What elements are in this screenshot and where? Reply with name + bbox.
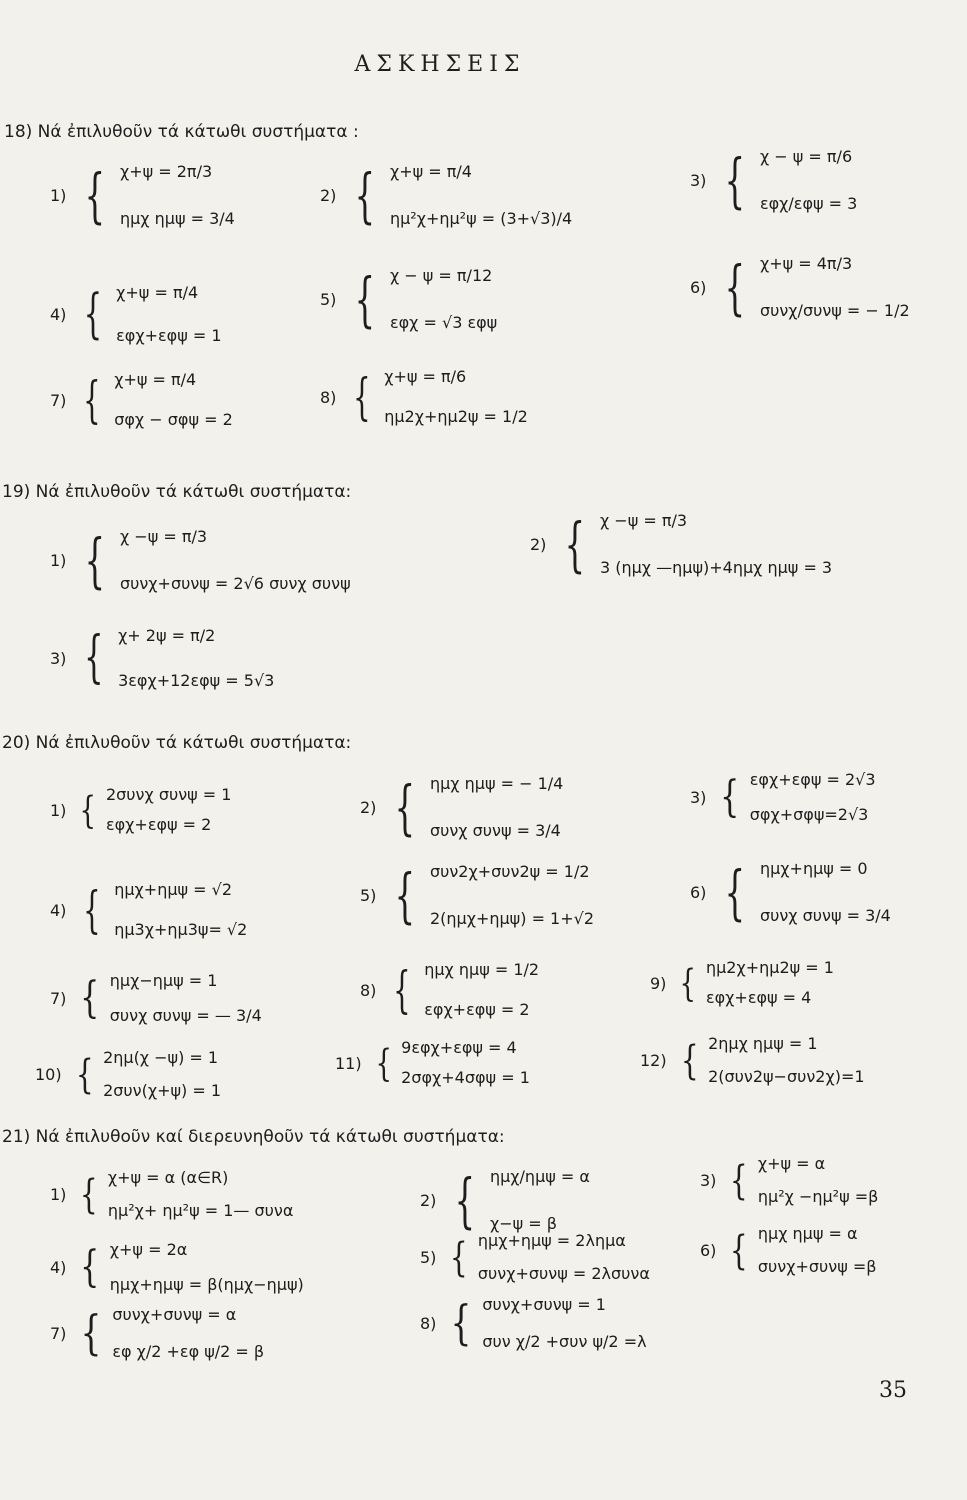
equation-system bbox=[700, 1218, 876, 1283]
equation: ημχ ημψ = 3/4 bbox=[119, 209, 235, 229]
system-number: 7) bbox=[50, 988, 67, 1008]
equation: συνχ συνψ = 3/4 bbox=[759, 906, 891, 926]
system-number: 6) bbox=[690, 278, 707, 297]
system-number: 3) bbox=[690, 171, 707, 190]
equation: συνχ/συνψ = − 1/2 bbox=[759, 301, 910, 321]
section-heading: 18) Νά ἐπιλυθοῦν τά κάτωθι συστήματα : bbox=[4, 122, 359, 142]
system-number: 10) bbox=[35, 1065, 62, 1084]
equation-system bbox=[690, 133, 857, 228]
page-number: 35 bbox=[879, 1378, 907, 1403]
equation: συν2χ+συν2ψ = 1/2 bbox=[429, 861, 590, 881]
equation: χ+ψ = α (α∈R) bbox=[107, 1168, 229, 1188]
equation: χ+ψ = 4π/3 bbox=[759, 253, 853, 273]
brace-icon: { bbox=[394, 773, 416, 842]
system-number: 5) bbox=[320, 290, 337, 309]
system-number: 7) bbox=[50, 1324, 67, 1343]
system-number: 2) bbox=[320, 186, 337, 205]
equation-system bbox=[650, 953, 834, 1013]
equation: ημ3χ+ημ3ψ= √2 bbox=[114, 920, 248, 939]
system-number: 6) bbox=[700, 1241, 717, 1260]
equation: συνχ+συνψ = 1 bbox=[482, 1294, 606, 1314]
brace-icon: { bbox=[724, 858, 746, 927]
section-heading: 21) Νά ἐπιλυθοῦν καί διερευνηθοῦν τά κάτωθι συστήματα: bbox=[2, 1127, 505, 1147]
system-number: 1) bbox=[50, 1185, 67, 1204]
brace-icon: { bbox=[80, 972, 100, 1023]
brace-icon: { bbox=[353, 368, 372, 426]
brace-icon: { bbox=[84, 526, 106, 595]
equation-system bbox=[50, 870, 247, 950]
equation-system bbox=[50, 1162, 293, 1227]
section-heading: 20) Νά ἐπιλυθοῦν τά κάτωθι συστήματα: bbox=[2, 733, 352, 753]
brace-icon: { bbox=[394, 861, 416, 930]
equation: χ − ψ = π/6 bbox=[759, 146, 853, 166]
system-number: 6) bbox=[690, 883, 707, 902]
brace-icon: { bbox=[375, 1041, 392, 1085]
system-number: 1) bbox=[50, 551, 67, 570]
equation: εφχ+εφψ = 2√3 bbox=[749, 769, 876, 789]
equation-system bbox=[690, 845, 891, 940]
system-number: 4) bbox=[50, 900, 67, 920]
brace-icon: { bbox=[80, 1306, 102, 1361]
equation: 2σφχ+4σφψ = 1 bbox=[401, 1068, 530, 1087]
system-number: 3) bbox=[50, 648, 67, 668]
brace-icon: { bbox=[450, 1234, 469, 1281]
system-number: 2) bbox=[360, 798, 377, 817]
equation-system bbox=[420, 1286, 647, 1361]
equation: 2συν(χ+ψ) = 1 bbox=[103, 1080, 222, 1100]
equation: χ+ψ = α bbox=[757, 1154, 826, 1174]
equation-system bbox=[50, 613, 274, 703]
system-number: 8) bbox=[360, 980, 377, 1000]
equation-system bbox=[320, 148, 572, 243]
section-heading: 19) Νά ἐπιλυθοῦν τά κάτωθι συστήματα: bbox=[2, 482, 352, 502]
system-number: 12) bbox=[640, 1051, 667, 1070]
system-number: 4) bbox=[50, 305, 67, 324]
equation-system bbox=[360, 760, 563, 855]
equation: ημ2χ+ημ2ψ = 1/2 bbox=[384, 407, 528, 426]
brace-icon: { bbox=[679, 961, 697, 1005]
brace-icon: { bbox=[730, 1227, 749, 1274]
equation-system bbox=[320, 252, 497, 347]
brace-icon: { bbox=[724, 253, 746, 322]
equation: συνχ συνψ = — 3/4 bbox=[109, 1005, 262, 1025]
system-number: 11) bbox=[335, 1053, 362, 1073]
page-title: ΑΣΚΗΣΕΙΣ bbox=[354, 52, 526, 77]
system-number: 1) bbox=[50, 186, 67, 205]
brace-icon: { bbox=[564, 510, 586, 579]
equation-system bbox=[50, 1232, 304, 1302]
equation: ημ2χ+ημ2ψ = 1 bbox=[705, 958, 834, 977]
equation: χ −ψ = π/3 bbox=[119, 526, 208, 546]
equation: χ+ 2ψ = π/2 bbox=[118, 625, 216, 645]
equation: σφχ − σφψ = 2 bbox=[114, 410, 233, 429]
system-number: 3) bbox=[690, 787, 707, 807]
equation: ημ²χ+ ημ²ψ = 1— συνα bbox=[107, 1200, 294, 1220]
equation: 2συνχ συνψ = 1 bbox=[105, 785, 232, 804]
equation: χ+ψ = π/6 bbox=[384, 367, 467, 386]
brace-icon: { bbox=[724, 146, 746, 215]
equation: εφχ = √3 εφψ bbox=[389, 313, 498, 333]
brace-icon: { bbox=[84, 161, 106, 230]
equation: χ −ψ = π/3 bbox=[599, 510, 688, 530]
system-number: 5) bbox=[420, 1248, 437, 1267]
equation: ημχ+ημψ = 0 bbox=[759, 858, 868, 878]
equation: χ+ψ = π/4 bbox=[116, 283, 199, 303]
brace-icon: { bbox=[454, 1166, 476, 1235]
equation-system bbox=[335, 1033, 530, 1093]
equation: ημχ−ημψ = 1 bbox=[109, 970, 218, 990]
equation: χ+ψ = 2π/3 bbox=[119, 161, 213, 181]
equation-system bbox=[360, 848, 594, 943]
equation-system bbox=[640, 1028, 865, 1093]
equation-system bbox=[50, 148, 235, 243]
equation: εφχ+εφψ = 2 bbox=[105, 815, 212, 834]
system-number: 3) bbox=[700, 1171, 717, 1190]
equation: ημχ+ημψ = √2 bbox=[114, 880, 233, 899]
brace-icon: { bbox=[730, 1157, 749, 1204]
system-number: 7) bbox=[50, 390, 67, 410]
equation: χ+ψ = π/4 bbox=[114, 370, 197, 389]
equation: χ+ψ = π/4 bbox=[389, 161, 472, 181]
brace-icon: { bbox=[84, 625, 105, 690]
equation: ημχ ημψ = α bbox=[757, 1224, 858, 1244]
equation: ημχ ημψ = 1/2 bbox=[424, 960, 540, 979]
equation: ημχ ημψ = − 1/4 bbox=[429, 773, 564, 793]
brace-icon: { bbox=[75, 1051, 94, 1098]
equation: συνχ+συνψ =β bbox=[757, 1256, 877, 1276]
brace-icon: { bbox=[83, 371, 102, 429]
brace-icon: { bbox=[354, 265, 376, 334]
brace-icon: { bbox=[79, 788, 97, 832]
brace-icon: { bbox=[84, 284, 103, 345]
equation: εφχ+εφψ = 4 bbox=[705, 988, 812, 1007]
system-number: 8) bbox=[320, 387, 337, 407]
system-number: 1) bbox=[50, 800, 67, 820]
equation-system bbox=[700, 1148, 878, 1213]
equation: συνχ+συνψ = 2λσυνα bbox=[477, 1263, 650, 1283]
system-number: 2) bbox=[530, 535, 547, 554]
equation: συνχ+συνψ = 2√6 συνχ συνψ bbox=[119, 574, 351, 594]
equation-system bbox=[50, 963, 262, 1033]
equation-system bbox=[50, 513, 351, 608]
equation: 3εφχ+12εφψ = 5√3 bbox=[118, 670, 275, 690]
equation: 2ημ(χ −ψ) = 1 bbox=[103, 1048, 219, 1068]
equation-system bbox=[690, 240, 910, 335]
equation: 9εφχ+εφψ = 4 bbox=[401, 1038, 517, 1057]
equation-system bbox=[50, 780, 231, 840]
equation-system bbox=[530, 497, 832, 592]
system-number: 2) bbox=[420, 1191, 437, 1210]
equation: συνχ+συνψ = α bbox=[112, 1304, 237, 1324]
equation: ημχ+ημψ = 2λημα bbox=[477, 1231, 626, 1251]
equation: εφ χ/2 +εφ ψ/2 = β bbox=[112, 1342, 265, 1362]
system-number: 4) bbox=[50, 1257, 67, 1277]
equation: ημχ/ημψ = α bbox=[489, 1166, 590, 1186]
brace-icon: { bbox=[80, 1241, 100, 1292]
equation-system bbox=[50, 1296, 264, 1371]
equation-system bbox=[360, 950, 539, 1030]
brace-icon: { bbox=[354, 161, 376, 230]
brace-icon: { bbox=[680, 1037, 699, 1084]
equation: 2ημχ ημψ = 1 bbox=[708, 1034, 818, 1054]
brace-icon: { bbox=[393, 961, 412, 1019]
equation-system bbox=[50, 360, 233, 440]
equation: συν χ/2 +συν ψ/2 =λ bbox=[482, 1332, 647, 1352]
equation: χ+ψ = 2α bbox=[109, 1239, 188, 1259]
equation: χ−ψ = β bbox=[489, 1214, 557, 1234]
brace-icon: { bbox=[80, 1171, 99, 1218]
equation: συνχ συνψ = 3/4 bbox=[429, 821, 561, 841]
brace-icon: { bbox=[720, 771, 740, 822]
system-number: 8) bbox=[420, 1314, 437, 1333]
equation-system bbox=[690, 762, 876, 832]
brace-icon: { bbox=[450, 1296, 472, 1351]
brace-icon: { bbox=[83, 881, 102, 939]
equation: σφχ+σφψ=2√3 bbox=[749, 804, 869, 824]
equation: εφχ+εφψ = 1 bbox=[116, 325, 222, 345]
equation: χ − ψ = π/12 bbox=[389, 265, 493, 285]
equation: ημ²χ −ημ²ψ =β bbox=[757, 1186, 879, 1206]
equation-system bbox=[420, 1225, 650, 1290]
equation: ημχ+ημψ = β(ημχ−ημψ) bbox=[109, 1274, 304, 1294]
equation: 3 (ημχ —ημψ)+4ημχ ημψ = 3 bbox=[599, 558, 833, 578]
equation: 2(ημχ+ημψ) = 1+√2 bbox=[429, 909, 595, 929]
system-number: 9) bbox=[650, 973, 667, 993]
equation: εφχ/εφψ = 3 bbox=[759, 194, 858, 214]
system-number: 5) bbox=[360, 886, 377, 905]
equation-system bbox=[320, 357, 528, 437]
equation: 2(συν2ψ−συν2χ)=1 bbox=[708, 1066, 865, 1086]
equation-system bbox=[35, 1042, 221, 1107]
equation: εφχ+εφψ = 2 bbox=[424, 1000, 530, 1019]
equation: ημ²χ+ημ²ψ = (3+√3)/4 bbox=[389, 209, 573, 229]
equation-system bbox=[50, 272, 222, 357]
